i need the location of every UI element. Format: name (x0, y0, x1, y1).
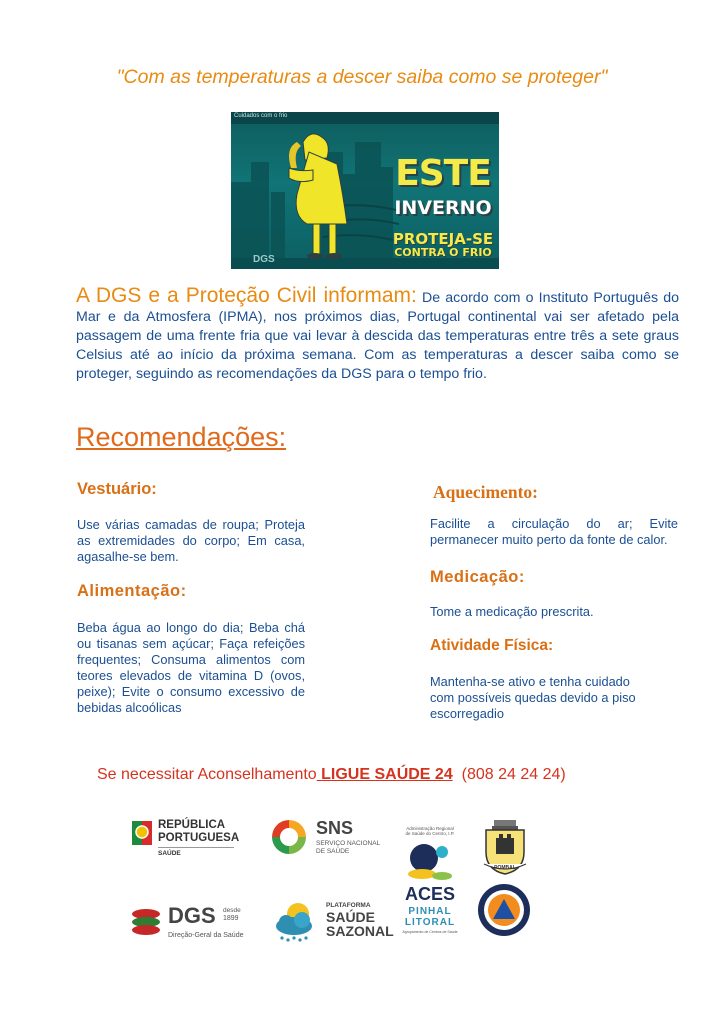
aces-pinhal-litoral-logo (400, 826, 460, 938)
section-text-alimentacao: Beba água ao longo do dia; Beba chá ou tisanas sem açúcar; Faça refeições frequentes; Consuma alimentos com teores elevados de vitamina D (ovos, peixe); Evite o consumo excessivo de bebidas alcoólicas (77, 620, 305, 715)
dgs-since1: desde (223, 907, 241, 914)
dgs-logo (130, 904, 250, 948)
republica-divider (158, 847, 234, 848)
plataforma-line1: PLATAFORMA (326, 902, 371, 909)
plataforma-saude-sazonal-logo (272, 900, 392, 946)
flag-emblem-icon (130, 817, 154, 847)
dgs-since2: 1899 (223, 915, 239, 922)
section-text-medicacao: Tome a medicação prescrita. (430, 604, 594, 619)
dgs-sub: Direção-Geral da Saúde (168, 932, 244, 939)
dgs-big: DGS (168, 903, 216, 928)
section-title-aquecimento: Aquecimento: (433, 482, 538, 502)
republica-line1: REPÚBLICA (158, 819, 226, 831)
section-text-vestuario: Use várias camadas de roupa; Proteja as extremidades do corpo; Em casa, agasalhe-se bem. (77, 517, 305, 564)
sns-line1: SERVIÇO NACIONAL (316, 840, 381, 847)
sun-cloud-icon (272, 900, 320, 944)
section-title-vestuario: Vestuário: (77, 480, 157, 498)
aces-line2: LITORAL (404, 917, 456, 928)
aces-tiny3: Agrupamento de Centros de Saúde (402, 930, 458, 934)
aces-line1: PINHAL (408, 906, 452, 917)
aces-emblem-icon (400, 838, 460, 882)
aces-big: ACES (404, 884, 455, 904)
banner-dgs-logo: DGS (253, 254, 275, 265)
intro-lead: A DGS e a Proteção Civil informam: (76, 284, 417, 307)
helpline-service[interactable]: LIGUE SAÚDE 24 (316, 766, 453, 783)
section-title-alimentacao: Alimentação: (77, 582, 187, 600)
banner-headline: ESTE (395, 153, 491, 194)
helpline (97, 766, 566, 784)
tagline: "Com as temperaturas a descer saiba como se proteger" (116, 66, 608, 88)
banner-subheadline: PROTEJA-SE (392, 230, 494, 248)
civil-protection-icon (476, 882, 532, 938)
section-title-medicacao: Medicação: (430, 568, 525, 586)
plataforma-line2: SAÚDE (326, 909, 376, 925)
banner-caption: Cuidados com o frio (234, 113, 288, 119)
sns-logo (270, 818, 390, 860)
pombal-crest-logo (480, 820, 530, 876)
protecao-civil-logo (476, 882, 532, 938)
dgs-emblem-icon (130, 906, 162, 938)
helpline-number[interactable]: (808 24 24 24) (461, 766, 566, 783)
sns-big: SNS (316, 818, 354, 838)
intro-paragraph (76, 286, 679, 384)
aces-tiny1: Administração Regional (406, 826, 454, 831)
winter-campaign-banner (231, 112, 499, 269)
banner-subheadline-2: CONTRA O FRIO (394, 246, 492, 259)
plataforma-line3: SAZONAL (326, 923, 394, 939)
section-title-atividade: Atividade Física: (430, 637, 554, 654)
sns-line2: DE SAÚDE (316, 848, 350, 855)
republica-line2: PORTUGUESA (158, 832, 240, 844)
republica-line3: SAÚDE (158, 850, 181, 857)
section-text-aquecimento: Facilite a circulação do ar; Evite permanecer muito perto da fonte de calor. (430, 516, 678, 547)
intro-text: De acordo com o Instituto Português do Mar e da Atmosfera (IPMA), nos próximos dias, Portugal continental vai ser afetado pela passagem de uma frente fria que vai levar à descida das temperaturas entre três a sete graus Celsius até ao início da próxima semana. Com as temperaturas a descer saiba como se proteger, seguindo as recomendações da DGS para o tempo frio. (76, 290, 679, 382)
crest-label: POMBAL (494, 865, 516, 871)
banner-headline-2: INVERNO (394, 197, 492, 219)
republica-portuguesa-logo (130, 815, 250, 863)
helpline-prefix: Se necessitar Aconselhamento (97, 766, 317, 783)
section-text-atividade: Mantenha-se ativo e tenha cuidado com possíveis quedas devido a piso escorregadio (430, 674, 636, 721)
sns-ring-icon (270, 818, 308, 856)
recommendations-title: Recomendações: (76, 422, 287, 452)
aces-tiny2: de Saúde do Centro, I.P. (405, 831, 455, 836)
